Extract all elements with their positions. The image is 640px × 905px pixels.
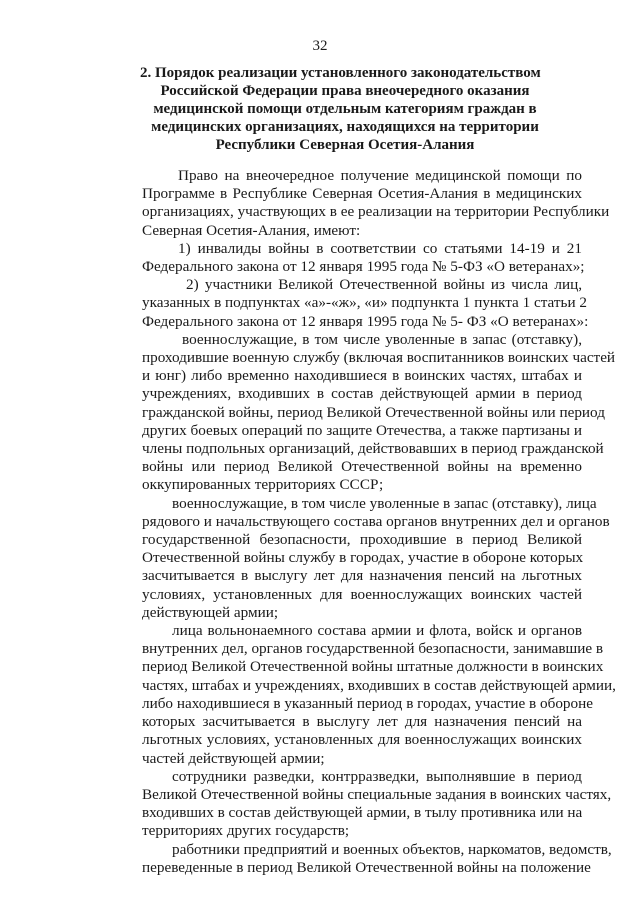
text-line: 2) участники Великой Отечественной войны из числа лиц, <box>186 276 582 294</box>
subitem-military <box>106 330 616 495</box>
text-line: учреждениях, входивших в состав действующей армии в период <box>142 385 582 403</box>
text-line: оккупированных территориях СССР; <box>142 476 384 494</box>
text-line: Отечественной войны службу в городах, участие в обороне которых <box>142 549 584 567</box>
list-item-2 <box>106 276 589 331</box>
subitem-intelligence <box>106 767 612 841</box>
heading-line: медицинской помощи отдельным категориям граждан в <box>153 101 537 117</box>
text-line: Северная Осетия-Алания, имеют: <box>142 221 361 239</box>
text-line: гражданской войны, период Великой Отечественной войны или период <box>142 403 605 421</box>
text-line: льготных условиях, установленных для военнослужащих воинских <box>142 731 582 749</box>
intro-paragraph <box>106 167 610 240</box>
document-body <box>106 167 616 877</box>
text-line: военнослужащие, в том числе уволенные в запас (отставку), <box>182 330 582 348</box>
text-line: Право на внеочередное получение медицинской помощи по <box>178 167 582 184</box>
text-line: переведенные в период Великой Отечественной войны на положение <box>142 858 591 876</box>
text-line: члены подпольных организаций, действовавших в период гражданской <box>142 440 604 458</box>
heading-line: Республики Северная Осетия-Алания <box>215 137 475 153</box>
text-line: сотрудники разведки, контрразведки, выполнявшие в период <box>172 767 582 785</box>
subitem-workers <box>106 840 612 877</box>
text-line: работники предприятий и военных объектов, наркоматов, ведомств, <box>172 840 612 858</box>
text-line: организациях, участвующих в ее реализации на территории Республики <box>142 203 610 221</box>
text-line: частях, штабах и учреждениях, входивших в состав действующей армии, <box>142 676 616 694</box>
page-number: 32 <box>312 38 328 54</box>
text-line: лица вольнонаемного состава армии и флота, войск и органов <box>172 622 582 640</box>
heading-line: медицинских организациях, находящихся на территории <box>151 119 539 135</box>
subitem-civilian-staff <box>106 622 616 768</box>
text-line: условиях, установленных для военнослужащих воинских частей <box>142 585 582 603</box>
text-line: которых засчитывается в выслугу лет для назначения пенсий на <box>142 713 582 731</box>
text-line: указанных в подпунктах «а»-«ж», «и» подпункта 1 пункта 1 статьи 2 <box>142 294 587 312</box>
text-line: Федерального закона от 12 января 1995 года № 5- ФЗ «О ветеранах»: <box>142 312 589 330</box>
text-line: частей действующей армии; <box>142 749 325 767</box>
text-line: входивших в состав действующей армии, в тылу противника или на <box>142 804 583 822</box>
text-line: территориях других государств; <box>142 822 350 840</box>
section-heading <box>140 64 550 154</box>
text-line: других боевых операций по защите Отечества, а также партизаны и <box>142 421 582 439</box>
text-line: проходившие военную службу (включая воспитанников воинских частей <box>142 349 616 367</box>
text-line: 1) инвалиды войны в соответствии со статьями 14-19 и 21 <box>178 239 582 257</box>
text-line: либо находившиеся в указанный период в городах, участие в обороне <box>142 694 593 712</box>
heading-line: Российской Федерации права внеочередного оказания <box>160 83 530 99</box>
text-line: и юнг) либо временно находившиеся в воинских частях, штабах и <box>142 367 582 385</box>
list-item-1 <box>106 239 585 276</box>
text-line: Федерального закона от 12 января 1995 года № 5-ФЗ «О ветеранах»; <box>142 258 585 276</box>
text-line: военнослужащие, в том числе уволенные в запас (отставку), лица <box>172 494 597 512</box>
text-line: государственной безопасности, проходившие в период Великой <box>142 531 582 549</box>
text-line: внутренних дел, органов государственной безопасности, занимавшие в <box>142 640 604 658</box>
text-line: действующей армии; <box>142 603 279 621</box>
heading-line: 2. Порядок реализации установленного законодательством <box>140 65 541 81</box>
subitem-internal-affairs <box>106 494 610 622</box>
text-line: Великой Отечественной войны специальные задания в воинских частях, <box>142 785 612 803</box>
text-line: рядового и начальствующего состава органов внутренних дел и органов <box>142 512 610 530</box>
text-line: засчитывается в выслугу лет для назначения пенсий на льготных <box>142 567 582 585</box>
text-line: войны или период Великой Отечественной войны на временно <box>142 458 582 476</box>
text-line: период Великой Отечественной войны штатные должности в воинских <box>142 658 604 676</box>
text-line: Программе в Республике Северная Осетия-Алания в медицинских <box>142 185 582 203</box>
